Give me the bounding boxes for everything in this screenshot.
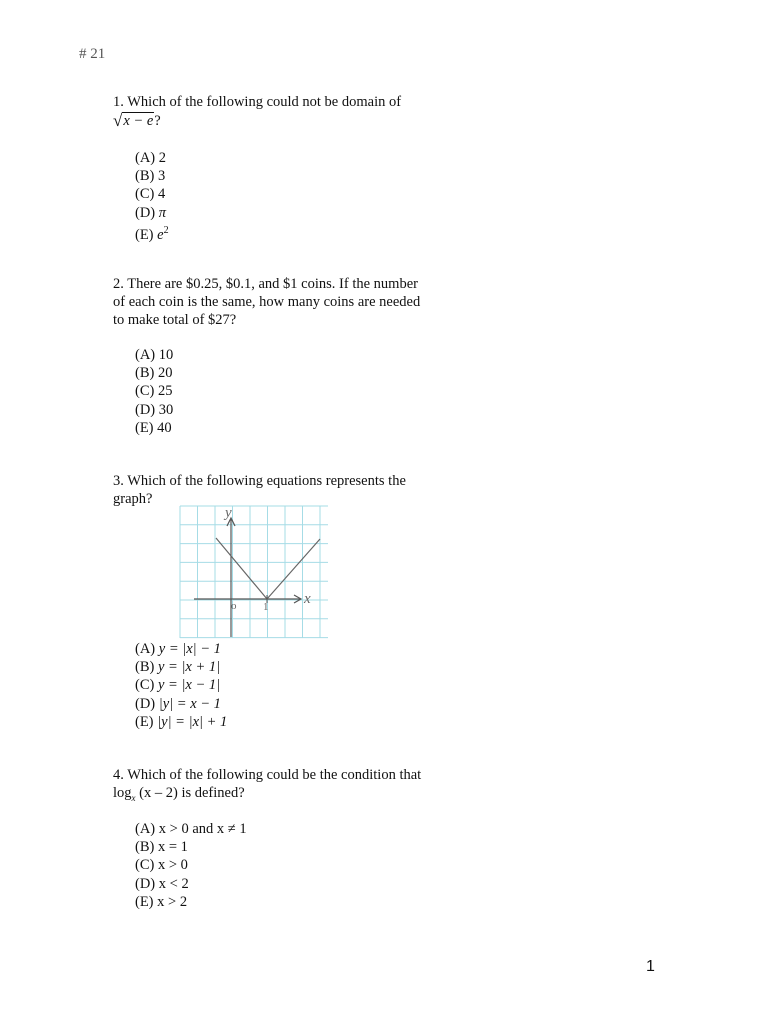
question-3-stem: 3. Which of the following equations represents the graph? xyxy=(113,473,406,507)
vertex-label: 1 xyxy=(263,601,269,613)
option-a[interactable]: (A) 10 xyxy=(135,347,174,363)
option-d[interactable]: (D) x < 2 xyxy=(135,875,189,892)
option-d[interactable]: (D) 30 xyxy=(135,401,174,418)
option-a[interactable]: (A) 2 xyxy=(135,150,167,166)
option-c[interactable]: (C) y = |x − 1| xyxy=(135,677,221,694)
option-b[interactable]: (B) 3 xyxy=(135,168,166,185)
question-1-options xyxy=(135,149,169,244)
question-4 xyxy=(113,766,433,807)
option-b[interactable]: (B) y = |x + 1| xyxy=(135,659,221,676)
option-b[interactable]: (B) 20 xyxy=(135,365,173,382)
option-d[interactable]: (D) |y| = x − 1 xyxy=(135,695,221,712)
option-e[interactable]: (E) 40 xyxy=(135,419,172,436)
graph-grid xyxy=(180,506,328,638)
sqrt-expression: √x − e xyxy=(113,111,154,130)
option-e[interactable]: (E) $e^2$ xyxy=(135,224,169,243)
option-d[interactable]: (D) π xyxy=(135,204,167,221)
option-b[interactable]: (B) x = 1 xyxy=(135,839,188,856)
option-e[interactable]: (E) |y| = |x| + 1 xyxy=(135,713,228,730)
question-3 xyxy=(113,472,433,508)
option-c[interactable]: (C) x > 0 xyxy=(135,857,188,874)
x-axis-label: x xyxy=(304,591,311,607)
page-id: # 21 xyxy=(79,46,106,62)
question-3-options xyxy=(135,640,227,731)
question-1: 1. Which of the following could not be domain of √x − e? xyxy=(113,93,433,130)
graph-figure xyxy=(178,504,330,640)
y-axis-label: y xyxy=(225,505,232,521)
question-2 xyxy=(113,275,433,329)
option-a[interactable]: (A) x > 0 and x ≠ 1 xyxy=(135,821,247,837)
option-a[interactable]: (A) y = |x| − 1 xyxy=(135,641,221,657)
question-2-options xyxy=(135,346,173,437)
page-number: 1 xyxy=(646,958,655,975)
question-4-stem: 4. Which of the following could be the condition that $\log_x (x - 2)$ is defined? xyxy=(113,767,422,803)
question-4-options xyxy=(135,820,247,911)
question-1-stem: 1. Which of the following could not be domain of xyxy=(113,94,402,110)
origin-label: o xyxy=(231,600,237,612)
option-c[interactable]: (C) 25 xyxy=(135,383,173,400)
question-2-stem: 2. There are $0.25, $0.1, and $1 coins. If the number of each coin is the same, how many coins are needed to make total of $27? xyxy=(113,276,421,328)
option-c[interactable]: (C) 4 xyxy=(135,186,166,203)
option-e[interactable]: (E) x > 2 xyxy=(135,893,188,910)
